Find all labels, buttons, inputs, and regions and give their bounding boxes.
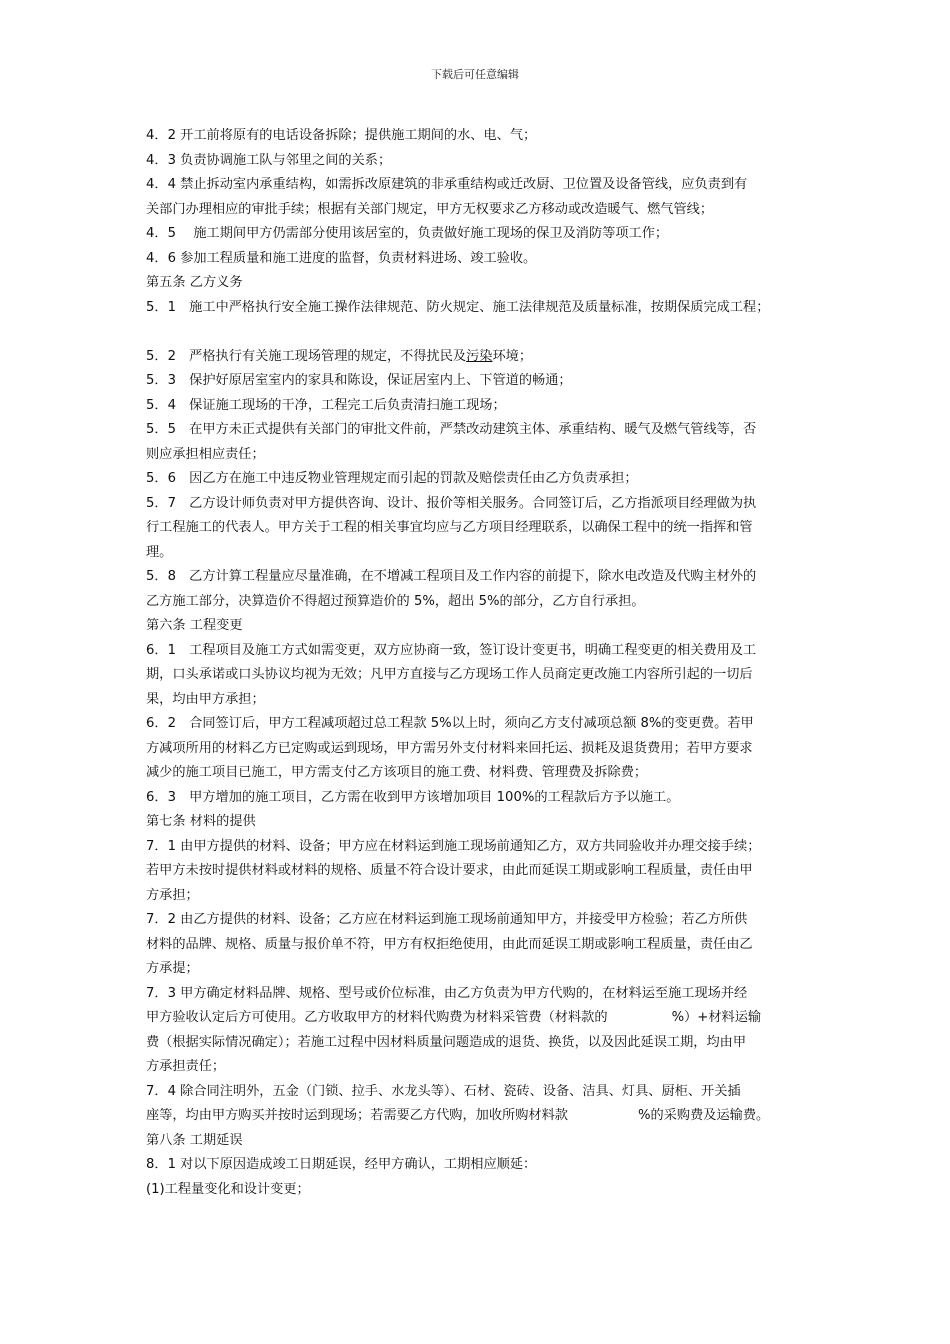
clause-7-3-line-3: 费（根据实际情况确定）；若施工过程中因材料质量问题造成的退货、换货，以及因此延误工期，均由甲 (146, 1034, 747, 1050)
clause-7-1-line-2: 若甲方未按时提供材料或材料的规格、质量不符合设计要求，由此而延误工期或影响工程质量，责任由甲 (146, 863, 753, 878)
clause-4-5: 4．5 施工期间甲方仍需部分使用该居室的，负责做好施工现场的保卫及消防等项工作； (146, 226, 669, 241)
clause-8-1: 8．1 对以下原因造成竣工日期延误，经甲方确认，工期相应顺延： (146, 1157, 537, 1172)
item-8-1-1: (1)工程量变化和设计变更； (146, 1181, 310, 1197)
clause-7-4-line-1: 7．4 除合同注明外，五金（门锁、拉手、水龙头等）、石材、瓷砖、设备、洁具、灯具、厨柜、开关插 (146, 1083, 741, 1099)
clause-5-2-text-b: 环境； (492, 348, 533, 364)
clause-6-2-line-3: 减少的施工项目已施工，甲方需支付乙方该项目的施工费、材料费、管理费及拆除费； (146, 765, 648, 780)
clause-5-8-line-2: 乙方施工部分，决算造价不得超过预算造价的 5%，超出 5%的部分，乙方自行承担。 (146, 593, 645, 609)
contract-body (146, 124, 826, 1202)
clause-5-8-line-1: 5．8 乙方计算工程量应尽量准确，在不增减工程项目及工作内容的前提下，除水电改造及代购主材外的 (146, 569, 757, 584)
clause-5-6: 5．6 因乙方在施工中违反物业管理规定而引起的罚款及赔偿责任由乙方负责承担； (146, 471, 638, 486)
article-8-heading: 第八条 工期延误 (146, 1132, 243, 1148)
clause-6-1-line-3: 果，均由甲方承担； (146, 691, 265, 707)
clause-4-2: 4．2 开工前将原有的电话设备拆除；提供施工期间的水、电、气； (146, 128, 537, 143)
clause-7-2-line-1: 7．2 由乙方提供的材料、设备；乙方应在材料运到施工现场前通知甲方，并接受甲方检验；若乙方所供 (146, 912, 748, 927)
clause-7-3-line-2-text-a: 甲方验收认定后方可使用。乙方收取甲方的材料代购费为材料采管费（材料款的 (146, 1010, 608, 1025)
clause-7-1-line-1: 7．1 由甲方提供的材料、设备；甲方应在材料运到施工现场前通知乙方，双方共同验收并办理交接手续； (146, 838, 761, 854)
clause-4-6: 4．6 参加工程质量和施工进度的监督，负责材料进场、竣工验收。 (146, 250, 537, 266)
clause-5-2-text-a: 5．2 严格执行有关施工现场管理的规定，不得扰民及 (146, 348, 467, 364)
clause-5-2 (146, 345, 826, 370)
clause-5-7-line-3: 理。 (146, 544, 173, 560)
blank-line (146, 320, 826, 345)
clause-7-4-line-2-text-b: %的采购费及运输费。 (638, 1108, 770, 1123)
clause-7-3-line-2-text-b: %）+材料运输 (671, 1010, 762, 1025)
clause-4-4-line-1: 4．4 禁止拆动室内承重结构，如需拆改原建筑的非承重结构或迁改厨、卫位置及设备管线，应负责到有 (146, 177, 748, 192)
page-header: 下载后可任意编辑 (431, 68, 519, 81)
clause-7-3-line-4: 方承担责任； (146, 1059, 226, 1074)
clause-7-2-line-2: 材料的品牌、规格、质量与报价单不符，甲方有权拒绝使用，由此而延误工期或影响工程质量，责任由乙 (146, 936, 753, 952)
clause-7-3-line-1: 7．3 甲方确定材料品牌、规格、型号或价位标准，由乙方负责为甲方代购的，在材料运至施工现场并经 (146, 985, 748, 1001)
clause-6-1-line-2: 期，口头承诺或口头协议均视为无效；凡甲方直接与乙方现场工作人员商定更改施工内容所引起的一切后 (146, 667, 753, 682)
clause-7-3-line-2 (146, 1006, 826, 1031)
clause-5-3: 5．3 保护好原居室室内的家具和陈设，保证居室内上、下管道的畅通； (146, 373, 572, 388)
clause-5-5-line-2: 则应承担相应责任； (146, 446, 265, 462)
clause-6-2-line-2: 方减项所用的材料乙方已定购或运到现场，甲方需另外支付材料来回托运、损耗及退货费用；若甲方要求 (146, 740, 753, 756)
underlined-word: 污染 (466, 348, 493, 364)
clause-7-2-line-3: 方承提； (146, 961, 199, 976)
clause-5-5-line-1: 5．5 在甲方未正式提供有关部门的审批文件前，严禁改动建筑主体、承重结构、暖气及燃气管线等，否 (146, 422, 757, 437)
clause-6-1-line-1: 6．1 工程项目及施工方式如需变更，双方应协商一致，签订设计变更书，明确工程变更的相关费用及工 (146, 642, 757, 658)
clause-4-3: 4．3 负责协调施工队与邻里之间的关系； (146, 152, 392, 168)
clause-7-4-line-2 (146, 1104, 826, 1129)
clause-5-7-line-2: 行工程施工的代表人。甲方关于工程的相关事宜均应与乙方项目经理联系，以确保工程中的统一指挥和管 (146, 520, 753, 535)
clause-6-3: 6．3 甲方增加的施工项目，乙方需在收到甲方该增加项目 100%的工程款后方予以施工。 (146, 789, 680, 805)
clause-4-4-line-2: 关部门办理相应的审批手续；根据有关部门规定，甲方无权要求乙方移动或改造暖气、燃气管线； (146, 201, 714, 217)
article-6-heading: 第六条 工程变更 (146, 618, 243, 633)
clause-5-4: 5．4 保证施工现场的干净，工程完工后负责清扫施工现场； (146, 397, 506, 413)
clause-5-7-line-1: 5．7 乙方设计师负责对甲方提供咨询、设计、报价等相关服务。合同签订后，乙方指派项目经理做为执 (146, 495, 757, 511)
clause-6-2-line-1: 6．2 合同签订后，甲方工程减项超过总工程款 5%以上时，须向乙方支付减项总额 8%的变更费。若甲 (146, 716, 754, 731)
article-5-heading: 第五条 乙方义务 (146, 275, 243, 290)
clause-7-4-line-2-text-a: 座等，均由甲方购买并按时运到现场；若需要乙方代购，加收所购材料款 (146, 1108, 568, 1123)
clause-5-1: 5．1 施工中严格执行安全施工操作法律规范、防火规定、施工法律规范及质量标准，按期保质完成工程； (146, 299, 770, 315)
article-7-heading: 第七条 材料的提供 (146, 814, 256, 829)
clause-7-1-line-3: 方承担； (146, 887, 199, 903)
